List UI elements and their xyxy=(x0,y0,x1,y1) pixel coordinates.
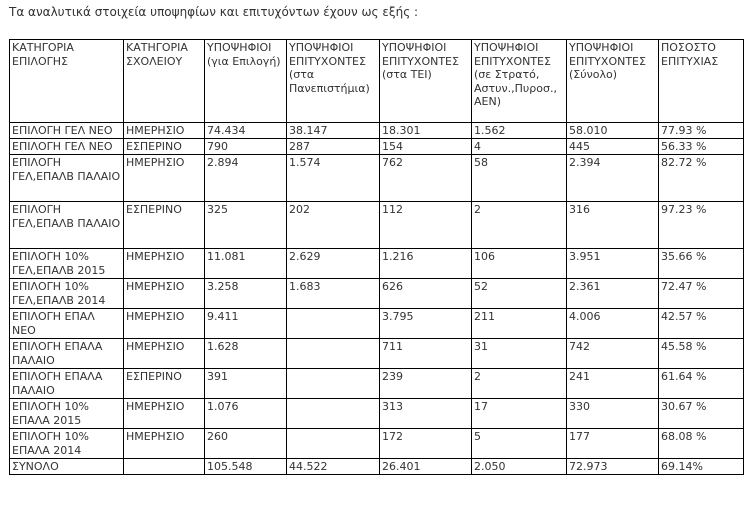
table-row xyxy=(10,202,744,249)
cell-success-rate: 30.67 % xyxy=(659,399,744,429)
cell-school-category xyxy=(124,459,205,475)
cell-candidates: 325 xyxy=(205,202,287,249)
cell-successful-universities xyxy=(287,429,380,459)
cell-successful-total: 241 xyxy=(567,369,659,399)
table-row xyxy=(10,139,744,155)
cell-successful-tei: 112 xyxy=(380,202,472,249)
cell-candidates: 790 xyxy=(205,139,287,155)
table-row xyxy=(10,123,744,139)
cell-successful-tei: 18.301 xyxy=(380,123,472,139)
cell-successful-military: 2.050 xyxy=(472,459,567,475)
cell-selection-category: ΕΠΙΛΟΓΗ ΕΠΑΛΑ ΠΑΛΑΙΟ xyxy=(10,369,124,399)
cell-successful-tei: 711 xyxy=(380,339,472,369)
header-candidates: ΥΠΟΨΗΦΙΟΙ (για Επιλογή) xyxy=(205,40,287,123)
cell-selection-category: ΕΠΙΛΟΓΗ ΕΠΑΛ ΝΕΟ xyxy=(10,309,124,339)
cell-successful-universities: 38.147 xyxy=(287,123,380,139)
cell-successful-tei: 762 xyxy=(380,155,472,202)
cell-success-rate: 69.14% xyxy=(659,459,744,475)
table-row xyxy=(10,399,744,429)
cell-successful-military: 4 xyxy=(472,139,567,155)
cell-school-category: ΕΣΠΕΡΙΝΟ xyxy=(124,202,205,249)
cell-selection-category: ΕΠΙΛΟΓΗ ΓΕΛ ΝΕΟ xyxy=(10,139,124,155)
cell-selection-category: ΕΠΙΛΟΓΗ ΓΕΛ,ΕΠΑΛΒ ΠΑΛΑΙΟ xyxy=(10,155,124,202)
cell-candidates: 260 xyxy=(205,429,287,459)
table-row xyxy=(10,249,744,279)
cell-successful-total: 177 xyxy=(567,429,659,459)
cell-school-category: ΗΜΕΡΗΣΙΟ xyxy=(124,249,205,279)
header-selection-category: ΚΑΤΗΓΟΡΙΑ ΕΠΙΛΟΓΗΣ xyxy=(10,40,124,123)
cell-success-rate: 77.93 % xyxy=(659,123,744,139)
header-successful-tei: ΥΠΟΨΗΦΙΟΙ ΕΠΙΤΥΧΟΝΤΕΣ (στα ΤΕΙ) xyxy=(380,40,472,123)
cell-candidates: 105.548 xyxy=(205,459,287,475)
cell-school-category: ΗΜΕΡΗΣΙΟ xyxy=(124,123,205,139)
cell-successful-total: 445 xyxy=(567,139,659,155)
cell-successful-universities: 44.522 xyxy=(287,459,380,475)
cell-successful-total: 742 xyxy=(567,339,659,369)
cell-success-rate: 35.66 % xyxy=(659,249,744,279)
cell-selection-category: ΕΠΙΛΟΓΗ 10% ΓΕΛ,ΕΠΑΛΒ 2015 xyxy=(10,249,124,279)
cell-successful-military: 2 xyxy=(472,369,567,399)
cell-success-rate: 97.23 % xyxy=(659,202,744,249)
table-row xyxy=(10,279,744,309)
header-school-category: ΚΑΤΗΓΟΡΙΑ ΣΧΟΛΕΙΟΥ xyxy=(124,40,205,123)
cell-successful-total: 3.951 xyxy=(567,249,659,279)
cell-candidates: 74.434 xyxy=(205,123,287,139)
cell-successful-universities xyxy=(287,369,380,399)
cell-success-rate: 72.47 % xyxy=(659,279,744,309)
cell-successful-military: 17 xyxy=(472,399,567,429)
cell-candidates: 11.081 xyxy=(205,249,287,279)
cell-successful-tei: 1.216 xyxy=(380,249,472,279)
cell-successful-tei: 154 xyxy=(380,139,472,155)
table-row xyxy=(10,429,744,459)
cell-success-rate: 61.64 % xyxy=(659,369,744,399)
cell-school-category: ΗΜΕΡΗΣΙΟ xyxy=(124,429,205,459)
cell-successful-tei: 3.795 xyxy=(380,309,472,339)
table-row xyxy=(10,309,744,339)
cell-selection-category: ΕΠΙΛΟΓΗ 10% ΕΠΑΛΑ 2015 xyxy=(10,399,124,429)
cell-selection-category: ΣΥΝΟΛΟ xyxy=(10,459,124,475)
cell-successful-total: 4.006 xyxy=(567,309,659,339)
cell-success-rate: 82.72 % xyxy=(659,155,744,202)
table-header-row xyxy=(10,40,744,123)
table-row xyxy=(10,155,744,202)
table-body xyxy=(10,40,744,475)
cell-successful-military: 211 xyxy=(472,309,567,339)
cell-candidates: 1.628 xyxy=(205,339,287,369)
cell-selection-category: ΕΠΙΛΟΓΗ 10% ΓΕΛ,ΕΠΑΛΒ 2014 xyxy=(10,279,124,309)
cell-success-rate: 56.33 % xyxy=(659,139,744,155)
cell-successful-military: 52 xyxy=(472,279,567,309)
cell-successful-universities xyxy=(287,309,380,339)
cell-candidates: 9.411 xyxy=(205,309,287,339)
cell-successful-tei: 313 xyxy=(380,399,472,429)
cell-school-category: ΗΜΕΡΗΣΙΟ xyxy=(124,279,205,309)
cell-successful-tei: 172 xyxy=(380,429,472,459)
header-success-rate: ΠΟΣΟΣΤΟ ΕΠΙΤΥΧΙΑΣ xyxy=(659,40,744,123)
cell-successful-military: 58 xyxy=(472,155,567,202)
cell-candidates: 1.076 xyxy=(205,399,287,429)
header-successful-universities: ΥΠΟΨΗΦΙΟΙ ΕΠΙΤΥΧΟΝΤΕΣ (στα Πανεπιστήμια) xyxy=(287,40,380,123)
cell-successful-total: 72.973 xyxy=(567,459,659,475)
cell-selection-category: ΕΠΙΛΟΓΗ ΓΕΛ ΝΕΟ xyxy=(10,123,124,139)
cell-selection-category: ΕΠΙΛΟΓΗ ΓΕΛ,ΕΠΑΛΒ ΠΑΛΑΙΟ xyxy=(10,202,124,249)
header-successful-total: ΥΠΟΨΗΦΙΟΙ ΕΠΙΤΥΧΟΝΤΕΣ (Σύνολο) xyxy=(567,40,659,123)
cell-successful-military: 2 xyxy=(472,202,567,249)
cell-success-rate: 68.08 % xyxy=(659,429,744,459)
cell-successful-universities: 1.683 xyxy=(287,279,380,309)
cell-successful-universities: 1.574 xyxy=(287,155,380,202)
cell-selection-category: ΕΠΙΛΟΓΗ ΕΠΑΛΑ ΠΑΛΑΙΟ xyxy=(10,339,124,369)
header-successful-military: ΥΠΟΨΗΦΙΟΙ ΕΠΙΤΥΧΟΝΤΕΣ (σε Στρατό, Αστυν.,Πυροσ., ΑΕΝ) xyxy=(472,40,567,123)
cell-successful-military: 1.562 xyxy=(472,123,567,139)
intro-text: Τα αναλυτικά στοιχεία υποψηφίων και επιτυχόντων έχουν ως εξής : xyxy=(9,5,419,19)
cell-successful-total: 58.010 xyxy=(567,123,659,139)
cell-successful-military: 106 xyxy=(472,249,567,279)
cell-successful-military: 31 xyxy=(472,339,567,369)
cell-successful-total: 316 xyxy=(567,202,659,249)
cell-successful-universities: 2.629 xyxy=(287,249,380,279)
cell-successful-total: 330 xyxy=(567,399,659,429)
cell-success-rate: 42.57 % xyxy=(659,309,744,339)
table-row xyxy=(10,339,744,369)
cell-candidates: 3.258 xyxy=(205,279,287,309)
cell-school-category: ΗΜΕΡΗΣΙΟ xyxy=(124,399,205,429)
cell-successful-tei: 239 xyxy=(380,369,472,399)
table-row xyxy=(10,369,744,399)
cell-school-category: ΕΣΠΕΡΙΝΟ xyxy=(124,369,205,399)
cell-candidates: 2.894 xyxy=(205,155,287,202)
cell-successful-universities: 202 xyxy=(287,202,380,249)
cell-school-category: ΗΜΕΡΗΣΙΟ xyxy=(124,309,205,339)
cell-success-rate: 45.58 % xyxy=(659,339,744,369)
cell-school-category: ΗΜΕΡΗΣΙΟ xyxy=(124,155,205,202)
cell-successful-universities xyxy=(287,399,380,429)
cell-candidates: 391 xyxy=(205,369,287,399)
cell-successful-total: 2.361 xyxy=(567,279,659,309)
table-total-row xyxy=(10,459,744,475)
cell-successful-tei: 626 xyxy=(380,279,472,309)
cell-selection-category: ΕΠΙΛΟΓΗ 10% ΕΠΑΛΑ 2014 xyxy=(10,429,124,459)
cell-successful-military: 5 xyxy=(472,429,567,459)
cell-successful-universities xyxy=(287,339,380,369)
cell-successful-total: 2.394 xyxy=(567,155,659,202)
cell-school-category: ΗΜΕΡΗΣΙΟ xyxy=(124,339,205,369)
cell-successful-universities: 287 xyxy=(287,139,380,155)
cell-successful-tei: 26.401 xyxy=(380,459,472,475)
results-table xyxy=(9,39,744,475)
cell-school-category: ΕΣΠΕΡΙΝΟ xyxy=(124,139,205,155)
